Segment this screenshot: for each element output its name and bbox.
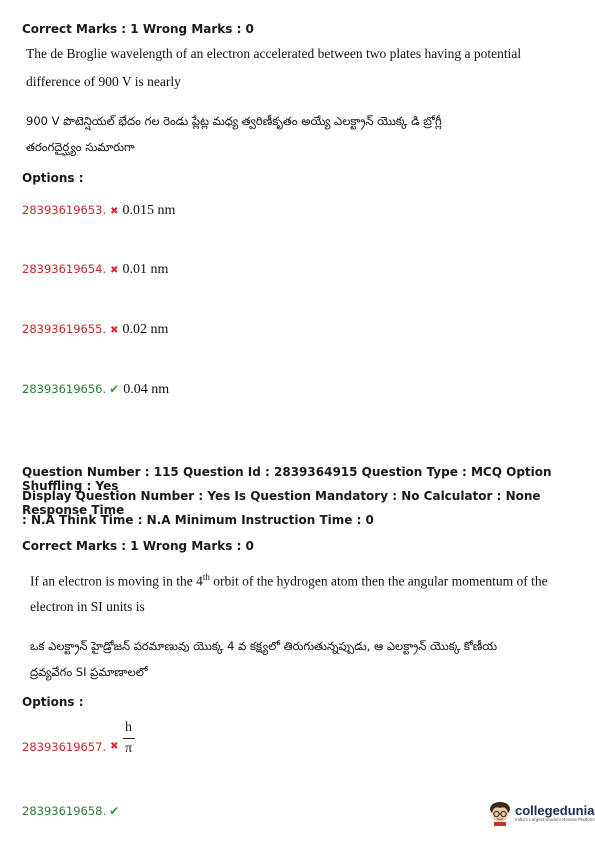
option-row[interactable] (22, 322, 168, 338)
q114-text-te-line1: 900 V పొటెన్షియల్ భేదం గల రెండు ప్లేట్ల మధ్య త్వరిణీకృతం అయ్యే ఎలక్ట్రాన్ యొక్క డి బ్రోగ్లీ (26, 114, 442, 128)
q115-text-te-line2: ద్రవ్యవేగం SI ప్రమాణాలలో (30, 665, 148, 679)
superscript: th (202, 572, 210, 582)
option-id: 28393619653. (22, 203, 107, 217)
cross-icon: ✖ (110, 741, 119, 752)
q114-options-label: Options : (22, 171, 84, 185)
q115-text-en-line1-a: If an electron is moving in the 4 (30, 573, 203, 589)
q115-marks: Correct Marks : 1 Wrong Marks : 0 (22, 539, 254, 553)
option-value: 0.02 nm (122, 322, 169, 337)
q115-options-label: Options : (22, 695, 84, 709)
fraction-numerator: h (125, 720, 133, 735)
cross-icon: ✖ (110, 206, 119, 217)
q114-text-te-line2: తరంగదైర్ఘ్యం సుమారుగా (26, 140, 135, 154)
option-row[interactable] (22, 262, 168, 278)
option-id: 28393619654. (22, 262, 107, 276)
mascot-icon (488, 800, 512, 826)
q115-text-en-line1-b: orbit of the hydrogen atom then the angular momentum of the (209, 573, 548, 589)
fraction-h-over-pi (123, 720, 135, 757)
option-row[interactable] (22, 720, 135, 757)
check-icon: ✔ (109, 382, 120, 396)
option-id: 28393619658. (22, 804, 107, 818)
q115-text-en-line2: electron in SI units is (30, 599, 145, 614)
option-row[interactable] (22, 203, 175, 219)
logo-tagline: India's Largest Student Review Platform (515, 817, 595, 822)
q115-header-line1: Question Number : 115 Question Id : 2839364915 Question Type : MCQ Option Shuffling : Yes (22, 465, 552, 493)
q114-marks: Correct Marks : 1 Wrong Marks : 0 (22, 22, 254, 36)
option-value: 0.015 nm (122, 203, 176, 218)
option-row[interactable] (22, 804, 123, 818)
option-value: 0.01 nm (122, 262, 169, 277)
option-id: 28393619655. (22, 322, 107, 336)
fraction-denominator: π (124, 741, 133, 756)
fraction-bar (123, 738, 135, 739)
q115-header-line3: : N.A Think Time : N.A Minimum Instruction Time : 0 (22, 513, 374, 527)
q114-text-en-line1: The de Broglie wavelength of an electron accelerated between two plates having a potential (26, 46, 522, 61)
cross-icon: ✖ (110, 325, 119, 336)
q115-header-line2: Display Question Number : Yes Is Question Mandatory : No Calculator : None Response Time (22, 489, 541, 517)
option-id: 28393619656. (22, 382, 107, 396)
cross-icon: ✖ (110, 265, 119, 276)
option-value: 0.04 nm (123, 382, 170, 397)
check-icon: ✔ (109, 804, 120, 818)
q115-text-te-line1: ఒక ఎలక్ట్రాన్ హైడ్రోజన్ పరమాణువు యొక్క 4 వ కక్ష్యలో తిరుగుతున్నప్పుడు, ఆ ఎలక్ట్రాన్ యొక్క కోణీయ (30, 639, 498, 653)
logo-name: collegedunia (515, 803, 595, 818)
q114-text-en-line2: difference of 900 V is nearly (26, 74, 181, 89)
collegedunia-logo (488, 800, 595, 826)
option-row[interactable] (22, 382, 169, 398)
q115-text-en-line1 (30, 572, 548, 590)
option-id: 28393619657. (22, 740, 107, 754)
